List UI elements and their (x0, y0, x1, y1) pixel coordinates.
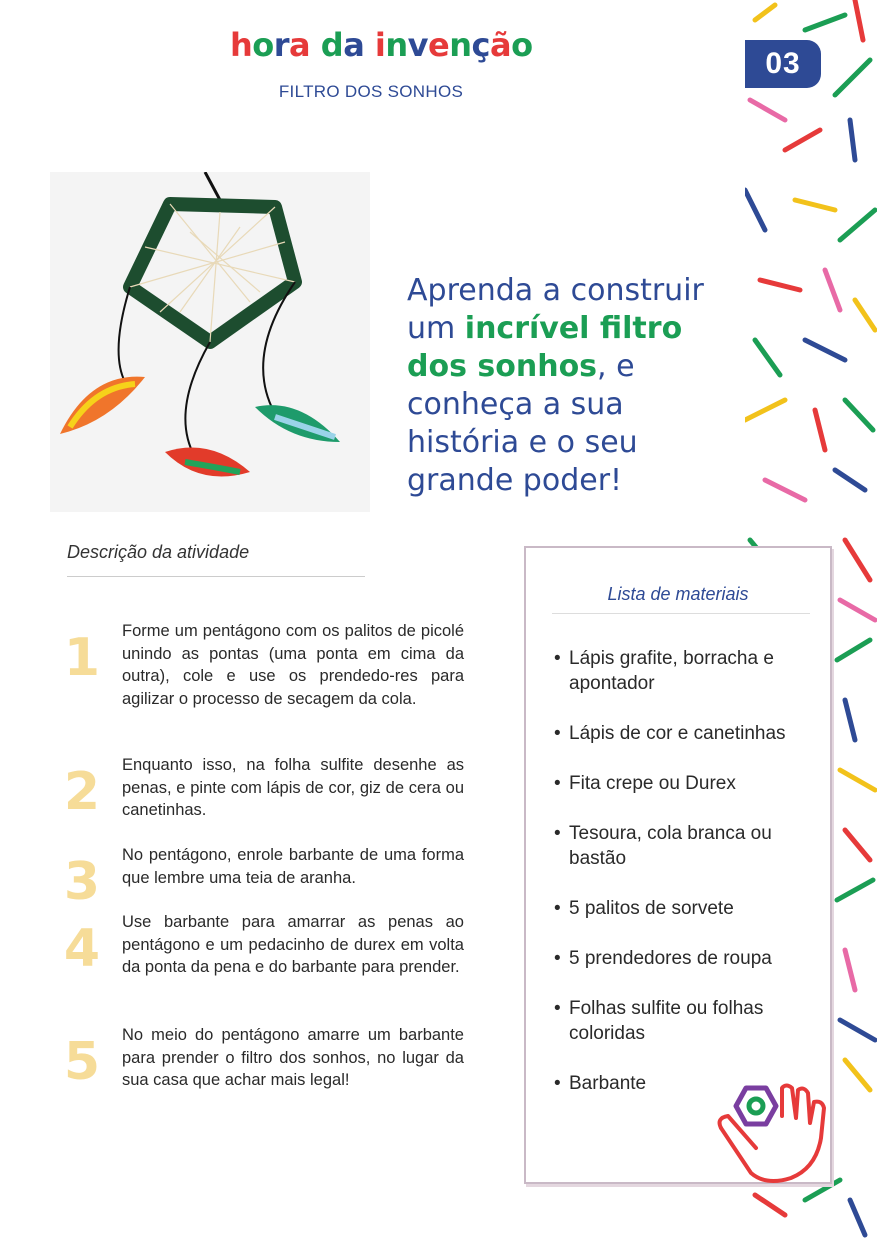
description-divider (67, 576, 365, 577)
headline-highlight: incrível filtro dos sonhos (407, 311, 683, 384)
material-text: 5 prendedores de roupa (569, 948, 772, 969)
brand-title-letter: ã (489, 26, 512, 64)
brand-title-letter: h (230, 26, 253, 64)
material-item (554, 896, 816, 921)
brand-title-letter (364, 26, 375, 64)
material-item (554, 821, 816, 871)
dreamcatcher-illustration (50, 172, 370, 512)
brand-title-letter: i (374, 26, 386, 64)
headline-part1: Aprenda a construir um (407, 273, 704, 346)
bullet: • (554, 998, 561, 1019)
brand-title-letter: n (449, 26, 472, 64)
step-number: 2 (63, 762, 101, 822)
material-text: Folhas sulfite ou folhas coloridas (569, 998, 764, 1044)
step-text: Use barbante para amarrar as penas ao pentágono e um pedacinho de durex em volta da ponta da pena e do barbante para prender. (122, 913, 464, 976)
materials-divider (552, 613, 810, 614)
step-text: No pentágono, enrole barbante de uma forma que lembre uma teia de aranha. (122, 846, 464, 887)
brand-title (230, 26, 533, 64)
brand-title-letter (310, 26, 321, 64)
material-text: 5 palitos de sorvete (569, 898, 734, 919)
material-text: Tesoura, cola branca ou bastão (569, 823, 772, 869)
material-text: Lápis de cor e canetinhas (569, 723, 786, 744)
brand-title-letter: n (385, 26, 408, 64)
material-item (554, 771, 816, 796)
material-item (554, 721, 816, 746)
bullet: • (554, 898, 561, 919)
brand-title-letter: v (407, 26, 429, 64)
brand-title-letter: a (289, 26, 311, 64)
page-subtitle: FILTRO DOS SONHOS (278, 82, 464, 101)
description-label: Descrição da atividade (67, 542, 250, 562)
bullet: • (554, 648, 561, 669)
material-text: Lápis grafite, borracha e apontador (569, 648, 774, 694)
bullet: • (554, 723, 561, 744)
step-number: 4 (63, 919, 101, 979)
materials-title: Lista de materiais (607, 584, 749, 604)
bullet: • (554, 948, 561, 969)
bullet: • (554, 823, 561, 844)
brand-title-letter: d (320, 26, 344, 64)
headline-part2: , e conheça a sua história e o seu grande poder! (407, 349, 638, 498)
brand-title-letter: o (252, 26, 274, 64)
dreamcatcher-photo (50, 172, 370, 512)
material-text: Fita crepe ou Durex (569, 773, 736, 794)
headline (407, 272, 737, 500)
brand-title-letter: o (511, 26, 533, 64)
bullet: • (554, 1073, 561, 1094)
brand-title-letter: ç (471, 26, 490, 64)
brand-title-letter: a (343, 26, 365, 64)
brand-title-letter: e (428, 26, 450, 64)
material-text: Barbante (569, 1073, 647, 1094)
step-number: 1 (63, 628, 101, 688)
material-item (554, 646, 816, 696)
bullet: • (554, 773, 561, 794)
material-item (554, 996, 816, 1046)
hand-holding-nut-icon (716, 1078, 832, 1188)
step-text: Forme um pentágono com os palitos de picolé unindo as pontas (uma ponta em cima da outra), cole e use os prendedo-res para agilizar o processo de secagem da cola. (122, 622, 464, 708)
brand-title-letter: r (273, 26, 290, 64)
step-text: No meio do pentágono amarre um barbante para prender o filtro dos sonhos, no lugar da sua casa que achar mais legal! (122, 1026, 464, 1089)
material-item (554, 946, 816, 971)
step-text: Enquanto isso, na folha sulfite desenhe as penas, e pinte com lápis de cor, giz de cera ou canetinhas. (122, 756, 464, 819)
step-number: 5 (63, 1032, 101, 1092)
page-number-badge: 03 (745, 40, 821, 88)
step-number: 3 (63, 852, 101, 912)
